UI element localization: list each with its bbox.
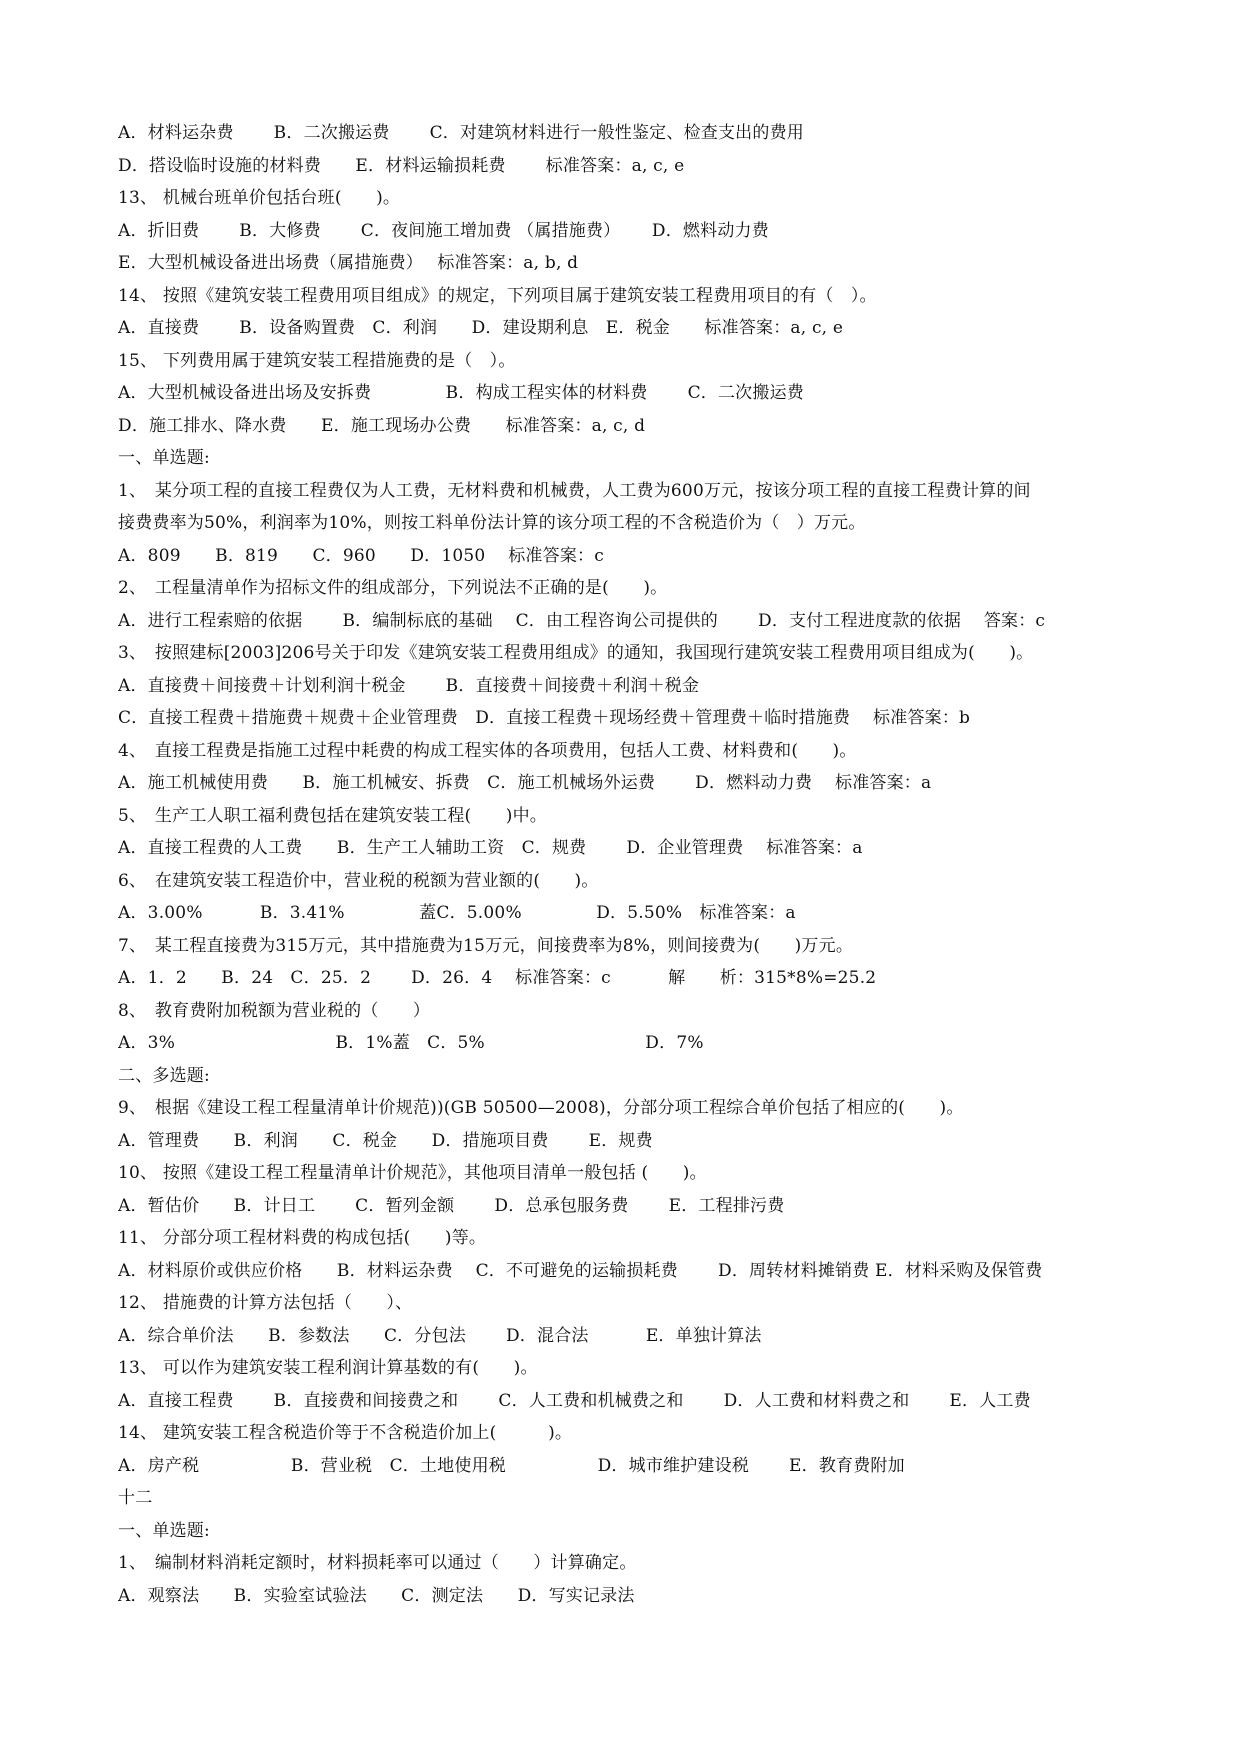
document-line: 1、 某分项工程的直接工程费仅为人工费，无材料费和机械费，人工费为600万元，按该分项工程的直接工程费计算的间 xyxy=(118,480,1031,501)
document-line: 一、单选题: xyxy=(118,448,210,468)
document-line: A．大型机械设备进出场及安拆费 B．构成工程实体的材料费 C．二次搬运费 xyxy=(118,383,804,403)
document-line: 11、 分部分项工程材料费的构成包括( )等。 xyxy=(118,1228,487,1248)
document-line: A．809 B．819 C．960 D．1050 标准答案：c xyxy=(118,545,604,566)
document-line: 7、 某工程直接费为315万元，其中措施费为15万元，间接费率为8%，则间接费为( )万元。 xyxy=(118,935,854,956)
document-line: A．管理费 B．利润 C．税金 D．措施项目费 E．规费 xyxy=(118,1130,653,1151)
document-line: 5、 生产工人职工福利费包括在建筑安装工程( )中。 xyxy=(118,805,547,826)
document-line: E．大型机械设备进出场费（属措施费） 标准答案：a, b, d xyxy=(118,253,579,273)
document-line: 4、 直接工程费是指施工过程中耗费的构成工程实体的各项费用，包括人工费、材料费和( )。 xyxy=(118,740,857,761)
document-line: 3、 按照建标[2003]206号关于印发《建筑安装工程费用组成》的通知，我国现行建筑安装工程费用项目组成为( )。 xyxy=(118,643,1034,663)
document-line: 12、 措施费的计算方法包括（ ）、 xyxy=(118,1293,413,1313)
document-line: A．房产税 B．营业税 C．土地使用税 D．城市维护建设税 E．教育费附加 xyxy=(118,1455,905,1476)
document-line: 14、 按照《建筑安装工程费用项目组成》的规定，下列项目属于建筑安装工程费用项目的有（ ）。 xyxy=(118,285,877,306)
document-line: 6、 在建筑安装工程造价中，营业税的税额为营业额的( )。 xyxy=(118,870,599,891)
document-line: C．直接工程费＋措施费＋规费＋企业管理费 D．直接工程费＋现场经费＋管理费＋临时措施费 标准答案：b xyxy=(118,708,971,728)
document-line: 15、 下列费用属于建筑安装工程措施费的是（ ）。 xyxy=(118,350,516,371)
document-line: D．搭设临时设施的材料费 E．材料运输损耗费 标准答案：a, c, e xyxy=(118,155,685,176)
document-line: A．直接费 B．设备购置费 C．利润 D．建设期利息 E．税金 标准答案：a, c, e xyxy=(118,318,844,338)
document-line: 二、多选题: xyxy=(118,1065,210,1086)
document-line: A．材料运杂费 B．二次搬运费 C．对建筑材料进行一般性鉴定、检查支出的费用 xyxy=(118,123,804,143)
document-line: A．3.00% B．3.41% 蓋C．5.00% D．5.50% 标准答案：a xyxy=(118,903,796,923)
document-line: A．施工机械使用费 B．施工机械安、拆费 C．施工机械场外运费 D．燃料动力费 标准答案：a xyxy=(118,773,932,793)
document-line: A．折旧费 B．大修费 C．夜间施工增加费 （属措施费） D．燃料动力费 xyxy=(118,220,769,241)
document-line: 2、 工程量清单作为招标文件的组成部分，下列说法不正确的是( )。 xyxy=(118,578,668,598)
document-line: A．直接工程费 B．直接费和间接费之和 C．人工费和机械费之和 D．人工费和材料费之和 E．人工费 xyxy=(118,1390,1031,1411)
document-line: A．观察法 B．实验室试验法 C．测定法 D．写实记录法 xyxy=(118,1585,635,1606)
document-line: A．3% B．1%蓋 C．5% D．7% xyxy=(118,1033,704,1053)
document-line: 十二 xyxy=(118,1488,153,1508)
document-line: A．直接工程费的人工费 B．生产工人辅助工资 C．规费 D．企业管理费 标准答案：a xyxy=(118,838,863,858)
document-line: 13、 可以作为建筑安装工程利润计算基数的有( )。 xyxy=(118,1358,538,1378)
document-line: 接费费率为50%，利润率为10%，则按工料单份法计算的该分项工程的不含税造价为（ ）万元。 xyxy=(118,513,866,533)
document-line: D．施工排水、降水费 E．施工现场办公费 标准答案：a, c, d xyxy=(118,415,646,436)
document-line: A．综合单价法 B．参数法 C．分包法 D．混合法 E．单独计算法 xyxy=(118,1325,762,1346)
document-line: 9、 根据《建设工程工程量清单计价规范))(GB 50500—2008)，分部分项工程综合单价包括了相应的( )。 xyxy=(118,1098,964,1118)
document-line: 一、单选题: xyxy=(118,1520,210,1541)
document-body xyxy=(118,117,1128,1612)
document-line: A．进行工程索赔的依据 B．编制标底的基础 C．由工程咨询公司提供的 D．支付工程进度款的依据 答案：c xyxy=(118,610,1046,631)
document-line: 13、 机械台班单价包括台班( )。 xyxy=(118,188,401,208)
document-line: A．暂估价 B．计日工 C．暂列金额 D．总承包服务费 E．工程排污费 xyxy=(118,1195,785,1216)
document-line: A．1．2 B．24 C．25．2 D．26．4 标准答案：c 解 析：315*8%=25.2 xyxy=(118,968,877,988)
document-line: 8、 教育费附加税额为营业税的（ ） xyxy=(118,1000,431,1021)
document-line: 14、 建筑安装工程含税造价等于不含税造价加上( )。 xyxy=(118,1423,573,1443)
document-line: 10、 按照《建设工程工程量清单计价规范》，其他项目清单一般包括 ( )。 xyxy=(118,1163,707,1183)
document-line: 1、 编制材料消耗定额时，材料损耗率可以通过（ ）计算确定。 xyxy=(118,1553,637,1573)
document-line: A．直接费＋间接费＋计划利润十税金 B．直接费＋间接费＋利润＋税金 xyxy=(118,675,700,696)
document-line: A．材料原价或供应价格 B．材料运杂费 C．不可避免的运输损耗费 D．周转材料摊销费 E．材料采购及保管费 xyxy=(118,1260,1043,1281)
